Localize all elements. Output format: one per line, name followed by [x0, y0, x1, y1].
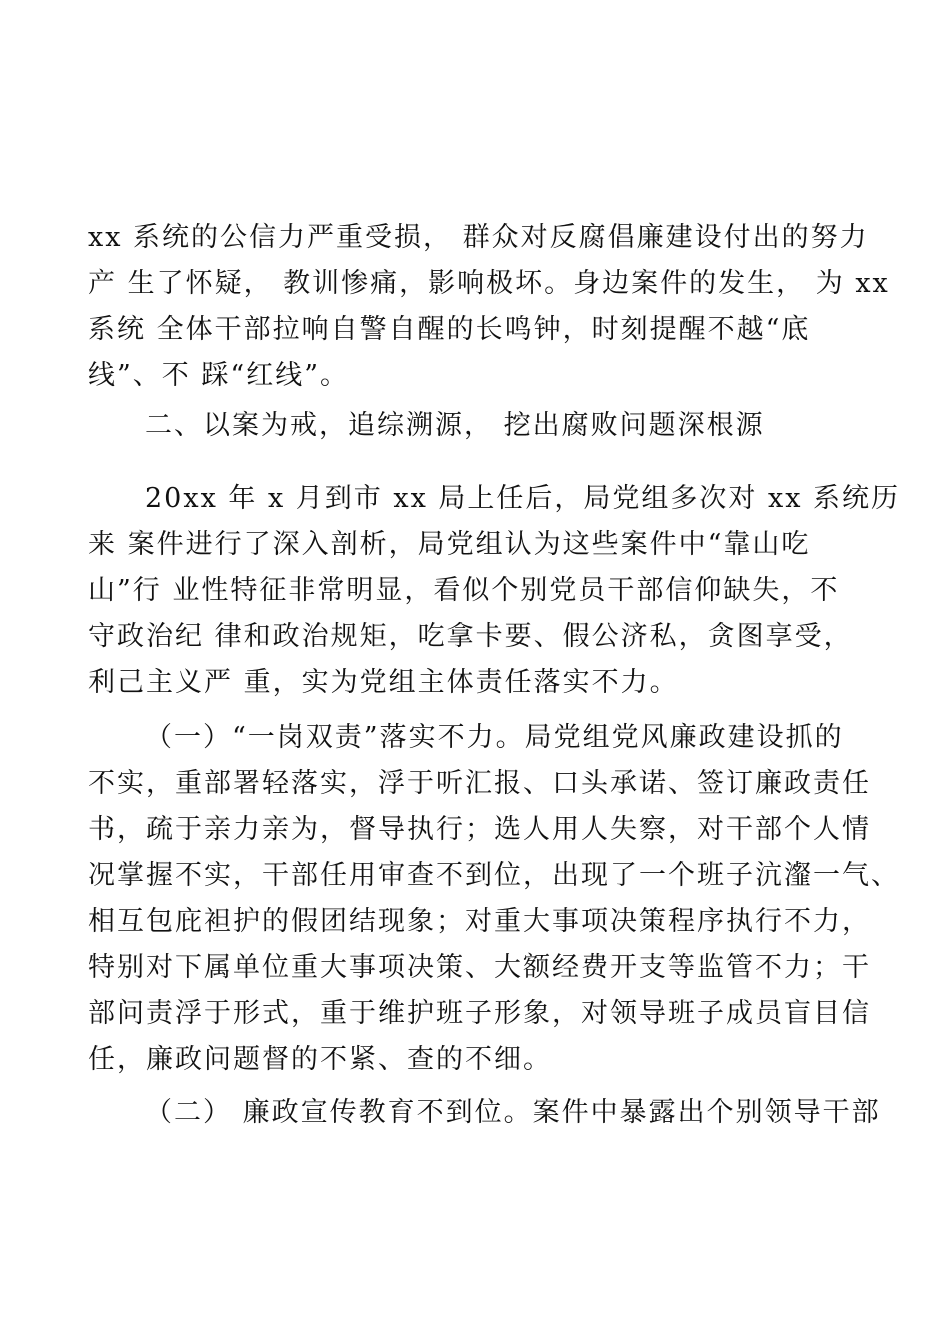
paragraph-1-line-3: 系统 全体干部拉响自警自醒的长鸣钟，时刻提醒不越“底: [88, 314, 811, 345]
section-heading-2: 二、以案为戒，追综溯源， 挖出腐败问题深根源: [145, 410, 765, 441]
paragraph-1-line-2: 产 生了怀疑， 教训惨痛，影响极坏。身边案件的发生， 为 xx: [88, 268, 890, 299]
paragraph-2-line-3: 山”行 业性特征非常明显，看似个别党员干部信仰缺失，不: [88, 575, 840, 606]
paragraph-3-line-7: 部问责浮于形式，重于维护班子形象，对领导班子成员盲目信: [88, 998, 871, 1029]
paragraph-3-line-3: 书，疏于亲力亲为，督导执行；选人用人失察，对干部个人情: [88, 814, 871, 845]
paragraph-4-line-1: （二） 廉政宣传教育不到位。案件中暴露出个别领导干部: [145, 1097, 881, 1128]
paragraph-2-line-1: 20xx 年 x 月到市 xx 局上任后，局党组多次对 xx 系统历: [145, 483, 901, 514]
paragraph-3-line-1: （一）“一岗双责”落实不力。局党组党风廉政建设抓的: [145, 722, 844, 753]
paragraph-2-line-4: 守政治纪 律和政治规矩，吃拿卡要、假公济私，贪图享受，: [88, 621, 853, 652]
paragraph-3-line-8: 任，廉政问题督的不紧、查的不细。: [88, 1044, 552, 1075]
paragraph-1-line-1: xx 系统的公信力严重受损， 群众对反腐倡廉建设付出的努力: [88, 222, 869, 253]
paragraph-1-line-4: 线”、不 踩“红线”。: [88, 360, 349, 391]
paragraph-3-line-6: 特别对下属单位重大事项决策、大额经费开支等监管不力；干: [88, 952, 871, 983]
paragraph-3-line-5: 相互包庇袒护的假团结现象；对重大事项决策程序执行不力，: [88, 906, 871, 937]
paragraph-2-line-5: 利己主义严 重，实为党组主体责任落实不力。: [88, 667, 679, 698]
paragraph-3-line-2: 不实，重部署轻落实，浮于听汇报、口头承诺、签订廉政责任: [88, 768, 871, 799]
paragraph-3-line-4: 况掌握不实，干部任用审查不到位，出现了一个班子沆瀣一气、: [88, 860, 900, 891]
paragraph-2-line-2: 来 案件进行了深入剖析，局党组认为这些案件中“靠山吃: [88, 529, 811, 560]
